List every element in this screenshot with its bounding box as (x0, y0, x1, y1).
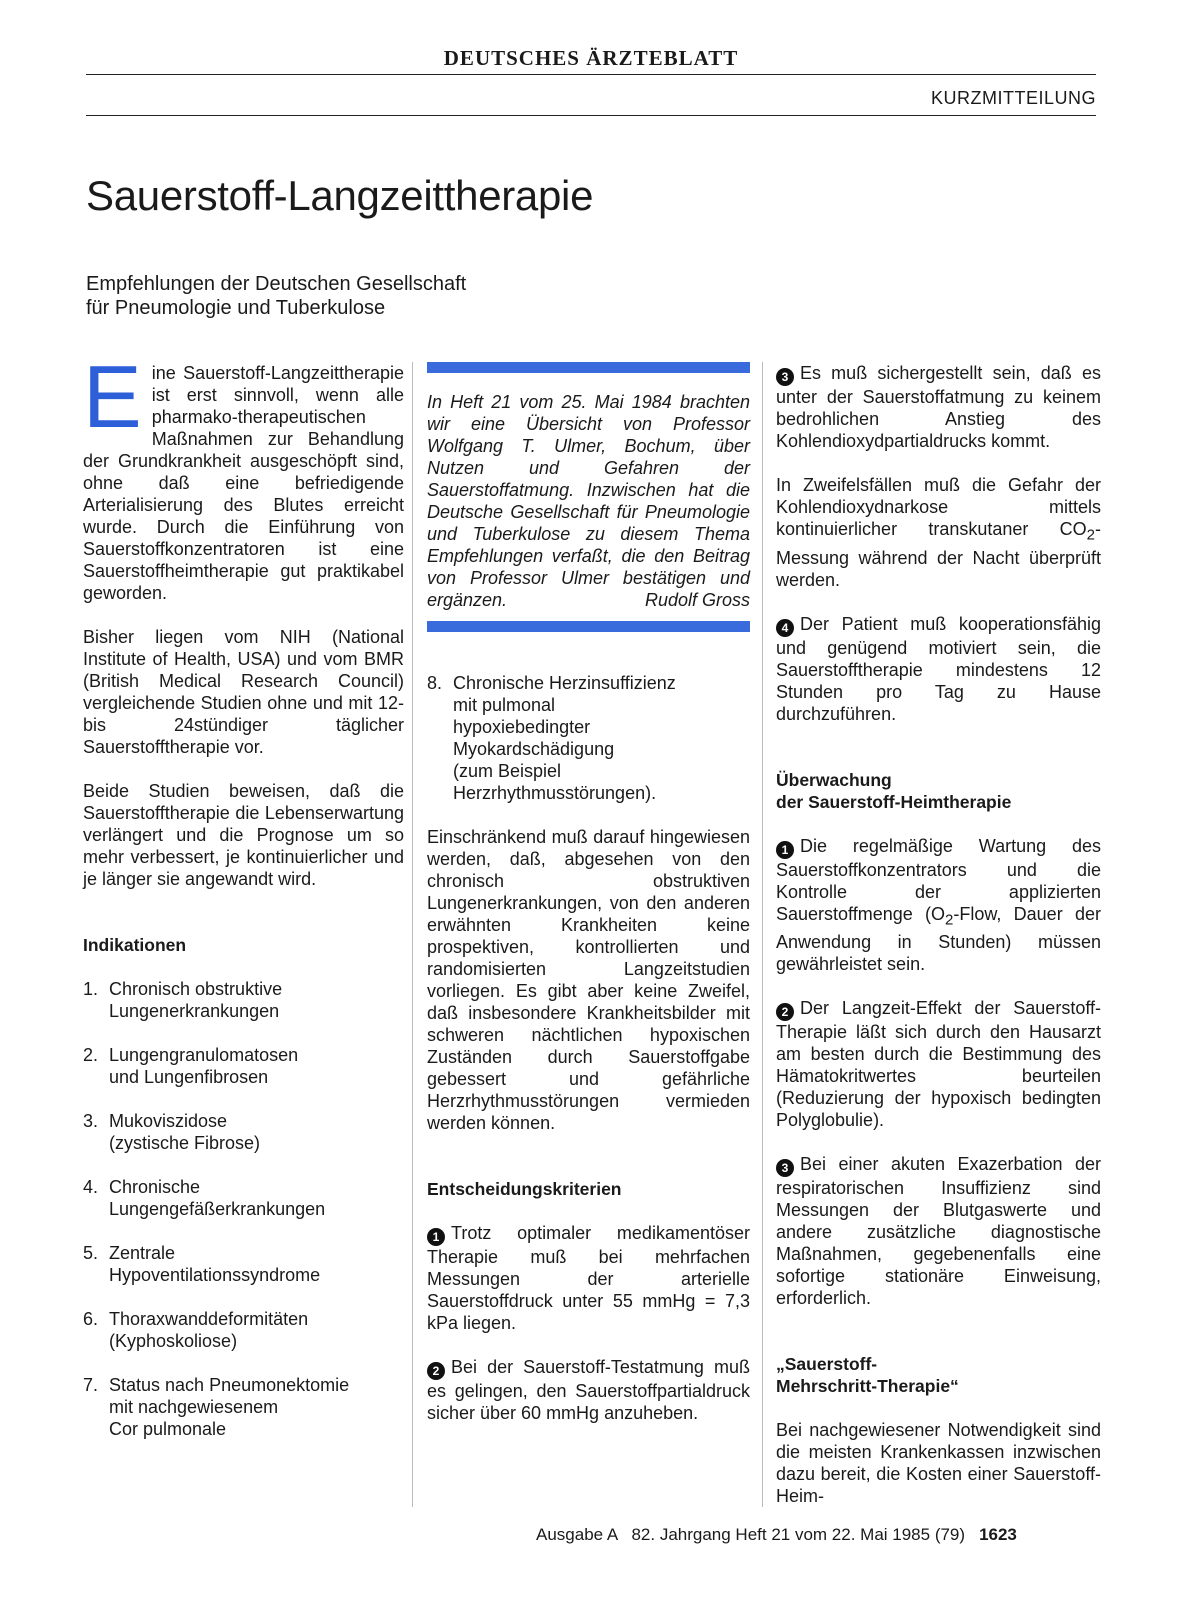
column-2 (427, 362, 750, 1446)
indications-list (83, 978, 404, 1440)
heading-monitoring (776, 769, 1101, 813)
article-title: Sauerstoff-Langzeittherapie (86, 172, 594, 219)
list-item-number: 1. (83, 979, 99, 999)
subtitle-line-1: Empfehlungen der Deutschen Gesellschaft (86, 273, 467, 295)
paragraph-costs: Bei nachgewiesener Notwendigkeit sind die meisten Krankenkassen inzwischen dazu bereit, die Kosten einer Sauerstoff-Heim- (776, 1420, 1101, 1507)
footer-issue-info: Ausgabe A 82. Jahrgang Heft 21 vom 22. Mai 1985 (79) (536, 1525, 966, 1544)
note-bottom-bar (427, 621, 750, 632)
criterion-2-text: Bei der Sauerstoff-Testatmung muß es gelingen, den Sauerstoffpartialdruck sicher über 60 mmHg anzuheben. (427, 1357, 750, 1423)
o2-subscript: 2 (945, 911, 954, 929)
column-divider-2 (762, 362, 763, 1507)
heading-monitoring-line-2: der Sauerstoff-Heimtherapie (776, 791, 1012, 812)
column-divider-1 (412, 362, 413, 1507)
list-item-number: 4. (83, 1177, 99, 1197)
intro-text: ine Sauerstoff-Langzeittherapie ist erst sinnvoll, wenn alle pharmako-therapeutischen Maßnahmen zur Behandlung der Grundkrankheit ausgeschöpft sind, ohne daß eine befriedigende Arterialisierung des Blutes erreicht wurde. Durch die Einführung von Sauerstoffkonzentratoren ist eine Sauerstoffheimtherapie gut praktikabel geworden. (83, 363, 404, 603)
column-1 (83, 347, 404, 1462)
monitoring-2-text: Der Langzeit-Effekt der Sauerstoff-Therapie läßt sich durch den Hausarzt am besten durch die Bestimmung des Hämatokritwertes beurteilen (Reduzierung der hypoxisch bedingten Polyglobulie). (776, 998, 1101, 1131)
number-1-icon: 1 (427, 1228, 445, 1246)
co2-subscript: 2 (1086, 526, 1095, 544)
list-item-text: Chronische Herzinsuffizienz mit pulmonal hypoxiebedingter Myokardschädigung (zum Beispiel Herzrhythmusstörungen). (453, 673, 676, 803)
page-footer (536, 1525, 1017, 1545)
monitoring-1 (776, 835, 1101, 976)
list-item (83, 1374, 404, 1440)
criterion-3 (776, 362, 1101, 452)
criterion-4-text: Der Patient muß kooperationsfähig und genügend motiviert sein, die Sauerstofftherapie mindestens 12 Stunden pro Tag zu Hause durchzuführen. (776, 613, 1101, 724)
list-item (83, 1176, 404, 1220)
number-3-icon: 3 (776, 368, 794, 386)
list-item-text: Thoraxwanddeformitäten (Kyphoskoliose) (109, 1309, 309, 1351)
list-item-text: Chronisch obstruktive Lungenerkrankungen (109, 979, 283, 1021)
section-label: KURZMITTEILUNG (930, 88, 1096, 108)
number-2-icon: 2 (776, 1003, 794, 1021)
list-item-number: 8. (427, 673, 443, 693)
criterion-1-text: Trotz optimaler medikamentöser Therapie muß bei mehrfachen Messungen der arterielle Sauerstoffdruck unter 55 mmHg = 7,3 kPa liegen. (427, 1223, 750, 1333)
editorial-note (427, 362, 750, 632)
list-item (427, 672, 750, 804)
masthead: DEUTSCHES ÄRZTEBLATT (443, 46, 739, 70)
number-4-icon: 4 (776, 619, 794, 637)
indication-8 (427, 672, 750, 804)
heading-monitoring-line-1: Überwachung (776, 769, 892, 790)
list-item-number: 2. (83, 1045, 99, 1065)
criterion-2 (427, 1356, 750, 1424)
criterion-3-text: Es muß sichergestellt sein, daß es unter der Sauerstoffatmung zu keinem bedrohlichen Anstieg des Kohlendioxydpartialdrucks kommt. (776, 363, 1101, 451)
criterion-4 (776, 613, 1101, 725)
number-3-icon: 3 (776, 1159, 794, 1177)
note-text: In Heft 21 vom 25. Mai 1984 brachten wir eine Übersicht von Professor Wolfgang T. Ulmer, Bochum, über Nutzen und Gefahren der Sauerstoffatmung. Inzwischen hat die Deutsche Gesellschaft für Pneumologie und Tuberkulose zu diesem Thema Empfehlungen verfaßt, die den Beitrag von Professor Ulmer bestätigen und ergänzen. (427, 392, 750, 610)
doubt-text-a: In Zweifelsfällen muß die Gefahr der Kohlendioxydnarkose mittels kontinuierlicher transkutaner CO (776, 475, 1101, 539)
paragraph-results: Beide Studien beweisen, daß die Sauerstofftherapie die Lebenserwartung verlängert und die Prognose um so mehr verbessert, je kontinuierlicher und je länger sie angewandt wird. (83, 781, 404, 889)
article-subtitle (86, 272, 466, 320)
paragraph-studies: Bisher liegen vom NIH (National Institute of Health, USA) und vom BMR (British Medical Research Council) vergleichende Studien ohne und mit 12- bis 24stündiger täglicher Sauerstofftherapie vor. (83, 627, 404, 757)
list-item (83, 1308, 404, 1352)
paragraph-doubt (776, 474, 1101, 591)
note-signature: Rudolf Gross (644, 590, 750, 610)
section-rule (86, 115, 1096, 116)
heading-multistep-line-2: Mehrschritt-Therapie“ (776, 1376, 959, 1397)
criterion-1 (427, 1222, 750, 1334)
heading-multistep-line-1: „Sauerstoff- (776, 1354, 878, 1375)
list-item-number: 5. (83, 1243, 99, 1263)
list-item-number: 7. (83, 1375, 99, 1395)
list-item-text: Chronische Lungengefäßerkrankungen (109, 1177, 326, 1219)
paragraph-restriction: Einschränkend muß darauf hingewiesen werden, daß, abgesehen von den chronisch obstruktiven Lungenerkrankungen, von den anderen erwähnten Krankheiten keine prospektiven, kontrollierten und randomisierten Langzeitstudien vorliegen. Es gibt aber keine Zweifel, daß insbesondere Krankheitsbilder mit schweren nächtlichen hypoxischen Zuständen durch Sauerstoffgabe gebessert und gefährliche Herzrhythmusstörungen vermieden werden können. (427, 827, 750, 1133)
drop-cap: E (83, 347, 142, 446)
monitoring-3 (776, 1153, 1101, 1309)
list-item (83, 1110, 404, 1154)
masthead-rule (86, 74, 1096, 75)
list-item (83, 978, 404, 1022)
monitoring-1-text-b: -Flow, Dauer der Anwendung in Stunden) müssen gewährleistet sein. (776, 903, 1101, 975)
number-2-icon: 2 (427, 1362, 445, 1380)
doubt-text-b: -Messung während der Nacht überprüft werden. (776, 519, 1101, 590)
list-item-text: Zentrale Hypoventilationssyndrome (109, 1243, 321, 1285)
list-item (83, 1242, 404, 1286)
heading-multistep (776, 1353, 1101, 1397)
subtitle-line-2: für Pneumologie und Tuberkulose (86, 297, 386, 319)
list-item-number: 6. (83, 1309, 99, 1329)
monitoring-2 (776, 997, 1101, 1131)
number-1-icon: 1 (776, 841, 794, 859)
note-top-bar (427, 362, 750, 373)
monitoring-3-text: Bei einer akuten Exazerbation der respiratorischen Insuffizienz sind Messungen der Blutgaswerte und andere zusätzliche diagnostische Maßnahmen, gegebenenfalls eine sofortige stationäre Einweisung, erforderlich. (776, 1154, 1101, 1309)
monitoring-1-text-a: Die regelmäßige Wartung des Sauerstoffkonzentrators und die Kontrolle der applizierten Sauerstoffmenge (O (776, 835, 1101, 924)
page-number: 1623 (979, 1525, 1017, 1544)
heading-criteria: Entscheidungskriterien (427, 1179, 622, 1199)
list-item-text: Status nach Pneumonektomie mit nachgewiesenem Cor pulmonale (109, 1375, 350, 1439)
list-item-text: Lungengranulomatosen und Lungenfibrosen (109, 1045, 299, 1087)
intro-paragraph (83, 347, 404, 604)
list-item-text: Mukoviszidose (zystische Fibrose) (109, 1111, 261, 1153)
heading-indications: Indikationen (83, 935, 187, 955)
list-item-number: 3. (83, 1111, 99, 1131)
column-3 (776, 362, 1101, 1529)
list-item (83, 1044, 404, 1088)
